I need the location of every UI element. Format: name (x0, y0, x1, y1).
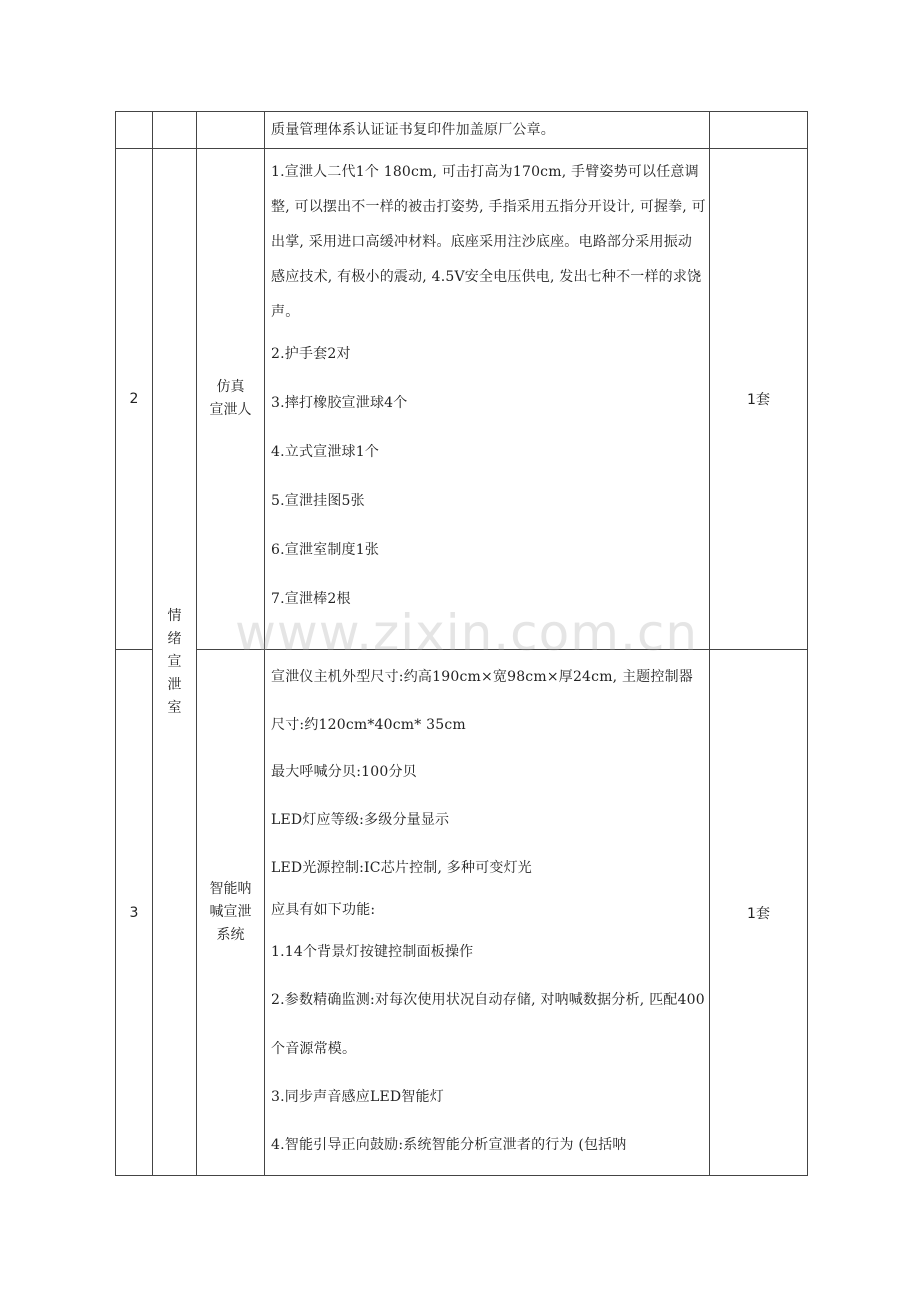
row1-room-cell (153, 112, 197, 149)
row3-no-cell (116, 650, 153, 1176)
row2-qty-cell (710, 149, 808, 650)
row2-item-2: 2.护手套2对 (271, 346, 351, 362)
row3-item-1: 宣泄仪主机外型尺寸:约高190cm×宽98cm×厚24cm, 主题控制器尺寸:约120cm*40cm* 35cm (271, 669, 693, 733)
row3-qty: 1套 (747, 905, 770, 922)
table-row (116, 650, 808, 1176)
row3-name-line3: 系统 (216, 927, 245, 943)
row3-item-3: LED灯应等级:多级分量显示 (271, 812, 450, 828)
row2-item-3: 3.摔打橡胶宣泄球4个 (271, 395, 408, 411)
room-name-char: 室 (167, 699, 182, 716)
row1-no-cell (116, 112, 153, 149)
row3-name-line1: 智能呐 (209, 881, 252, 897)
row1-qty-cell (710, 112, 808, 149)
watermark: www.zixin.com.cn (235, 604, 699, 662)
row2-name-line2: 宣泄人 (209, 402, 252, 418)
row1-desc-text: 质量管理体系认证证书复印件加盖原厂公章。 (271, 122, 555, 138)
row2-item-7: 7.宣泄棒2根 (271, 591, 351, 607)
row2-desc-cell (265, 149, 710, 650)
row2-qty: 1套 (747, 392, 770, 408)
row3-item-6: 1.14个背景灯按键控制面板操作 (271, 944, 474, 960)
room-name (153, 605, 196, 720)
row2-item-5: 5.宣泄挂图5张 (271, 493, 365, 509)
row3-qty-cell (710, 650, 808, 1176)
row2-name-line1: 仿真 (216, 379, 245, 395)
row3-item-8: 3.同步声音感应LED智能灯 (271, 1089, 444, 1105)
row1-name-cell (197, 112, 265, 149)
row3-item-5: 应具有如下功能: (271, 902, 376, 918)
row3-item-7: 2.参数精确监测:对每次使用状况自动存储, 对呐喊数据分析, 匹配400个音源常模。 (271, 992, 705, 1057)
row2-name-cell (197, 149, 265, 650)
row2-no-cell (116, 149, 153, 650)
row2-item-1: 1.宣泄人二代1个 180cm, 可击打高为170cm, 手臂姿势可以任意调整, 可以摆出不一样的被击打姿势, 手指采用五指分开设计, 可握拳, 可出掌, 采用进口高缓冲材料。底座采用注沙底座。电路部分采用振动感应技术, 有极小的震动, 4.5V安全电压供电, 发出七种不一样的求饶声。 (271, 164, 706, 320)
row2-no: 2 (129, 391, 139, 407)
row3-desc-cell (265, 650, 710, 1176)
room-name-char: 绪 (167, 630, 182, 647)
row3-item-2: 最大呼喊分贝:100分贝 (271, 764, 417, 780)
row3-name-line2: 喊宣泄 (209, 904, 252, 920)
room-name-char: 泄 (167, 676, 182, 693)
row3-item-9: 4.智能引导正向鼓励:系统智能分析宣泄者的行为 (包括呐 (271, 1137, 627, 1153)
row2-item-4: 4.立式宣泄球1个 (271, 444, 380, 460)
room-name-char: 情 (167, 607, 182, 624)
room-name-cell (153, 149, 197, 1176)
row3-name-cell (197, 650, 265, 1176)
row1-desc-cell (265, 112, 710, 149)
table-row (116, 112, 808, 149)
table-row (116, 149, 808, 650)
row2-item-6: 6.宣泄室制度1张 (271, 542, 380, 558)
row3-no: 3 (129, 904, 139, 921)
room-name-char: 宣 (167, 653, 182, 670)
row3-item-4: LED光源控制:IC芯片控制, 多种可变灯光 (271, 860, 532, 876)
